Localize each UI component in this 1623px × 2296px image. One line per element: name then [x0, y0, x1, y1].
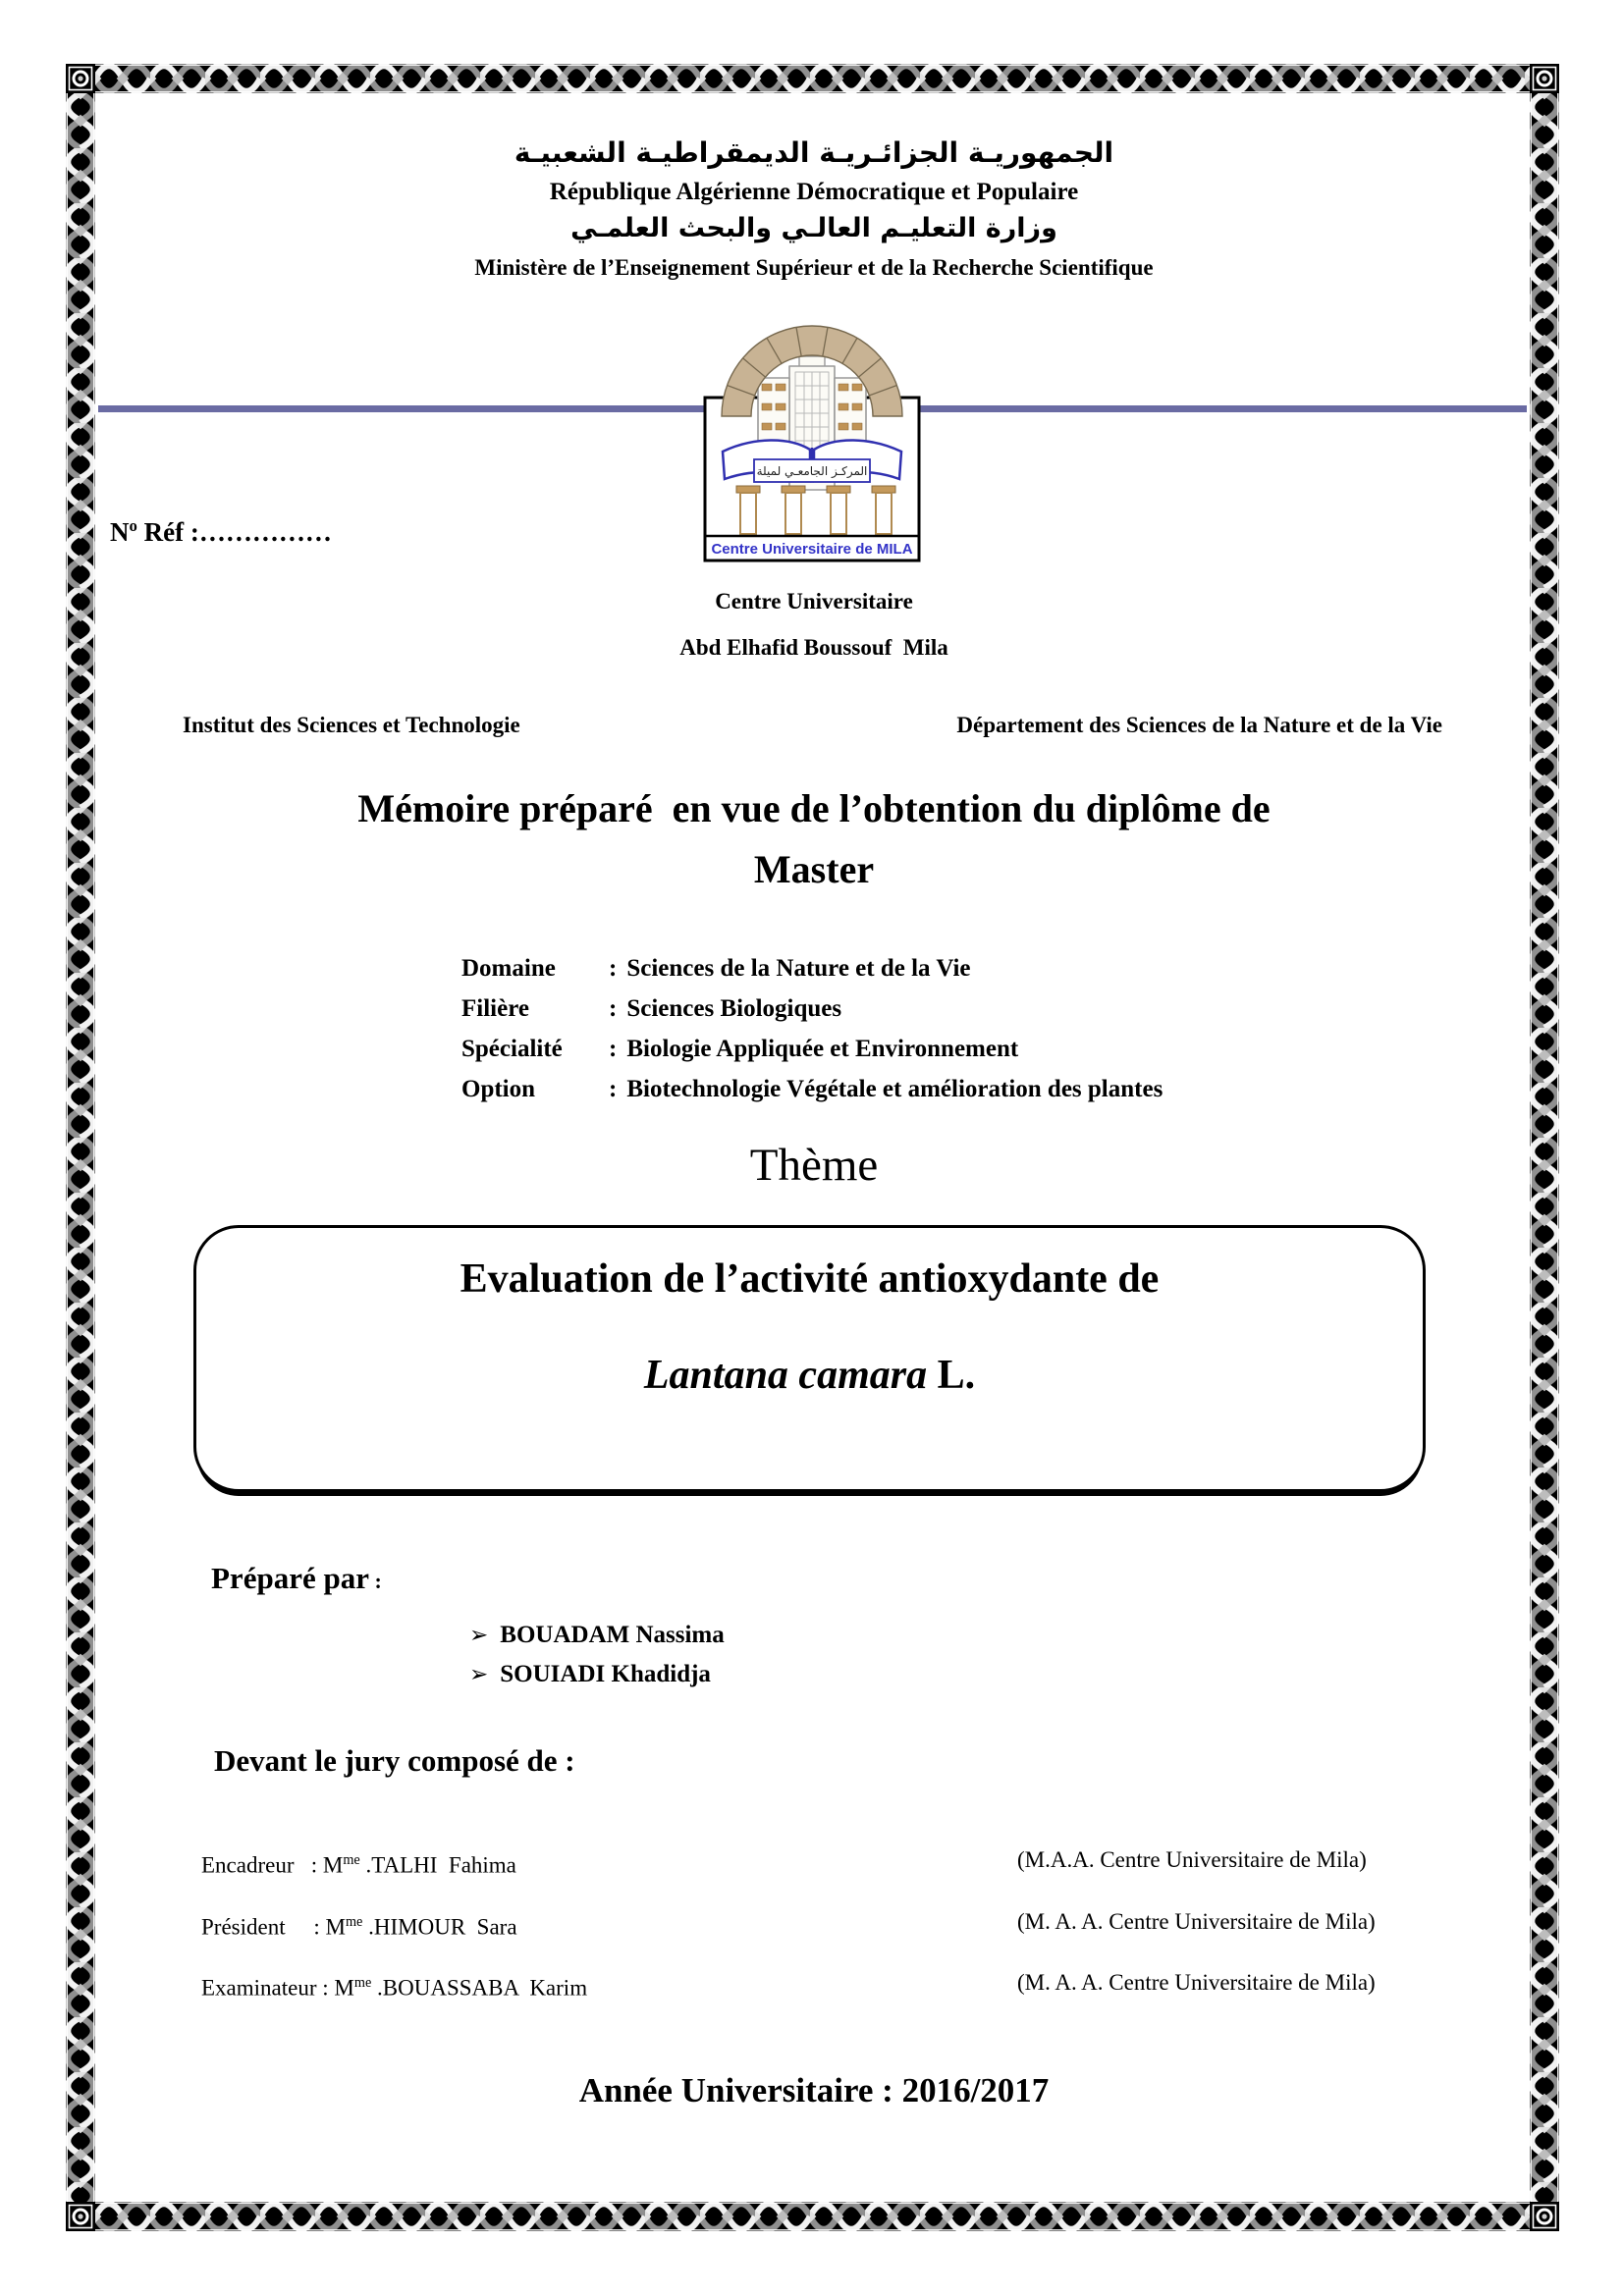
- program-row-domaine: [461, 948, 1163, 988]
- program-row-option: [461, 1069, 1163, 1109]
- university-logo: [703, 321, 921, 564]
- border-corner-top-left: [66, 64, 95, 93]
- border-top: [95, 64, 1530, 93]
- jury-member: [201, 1907, 517, 1943]
- memoire-title-line1: Mémoire préparé en vue de l’obtention du diplôme de: [357, 786, 1271, 830]
- program-value: Biotechnologie Végétale et amélioration des plantes: [626, 1076, 1163, 1102]
- prepared-by-label: Préparé par: [211, 1561, 369, 1595]
- arabic-republic-title: الجمهوريـة الجزائـريـة الديمقراطيـة الشعبيـة: [514, 136, 1114, 169]
- ref-n: N: [110, 517, 130, 547]
- student-name: BOUADAM Nassima: [500, 1622, 725, 1648]
- border-bottom: [95, 2202, 1530, 2231]
- border-corner-bottom-left: [66, 2202, 95, 2231]
- jury-row-president: [201, 1907, 1513, 1943]
- program-details: [461, 948, 1163, 1109]
- jury-role: Encadreur : M: [201, 1852, 344, 1878]
- jury-table: [201, 1845, 1513, 2030]
- thesis-title-line2: [196, 1352, 1423, 1399]
- student-name: SOUIADI Khadidja: [500, 1661, 711, 1687]
- program-label: Domaine: [461, 955, 556, 982]
- jury-role: Examinateur : M: [201, 1975, 354, 2001]
- memoire-title: [88, 778, 1540, 900]
- theme-heading: Thème: [749, 1140, 879, 1191]
- french-republic-title: République Algérienne Démocratique et Populaire: [549, 179, 1079, 205]
- jury-title-sup: me: [343, 1852, 360, 1868]
- theme-title-box: [193, 1225, 1426, 1492]
- institute-name: Institut des Sciences et Technologie: [183, 713, 520, 737]
- academic-year: Année Universitaire : 2016/2017: [578, 2071, 1050, 2109]
- jury-affiliation: (M. A. A. Centre Universitaire de Mila): [1017, 1908, 1376, 1934]
- program-label: Spécialité: [461, 1036, 563, 1062]
- logo-caption: Centre Universitaire de MILA: [711, 541, 913, 558]
- student-item: [469, 1616, 725, 1655]
- program-value: Sciences Biologiques: [626, 995, 842, 1022]
- jury-name: .TALHI Fahima: [359, 1852, 516, 1878]
- ref-sup: o: [129, 516, 137, 535]
- border-right: [1530, 93, 1559, 2202]
- jury-title-sup: me: [345, 1913, 363, 1930]
- arabic-ministry-title: وزارة التعليـم العالـي والبحث العلمـي: [570, 213, 1057, 244]
- arrow-bullet-icon: ➢: [469, 1662, 489, 1687]
- jury-member: [201, 1968, 587, 2003]
- program-colon: :: [609, 955, 618, 982]
- program-colon: :: [609, 1036, 618, 1062]
- program-value: Biologie Appliquée et Environnement: [626, 1036, 1019, 1062]
- program-value: Sciences de la Nature et de la Vie: [626, 955, 971, 982]
- university-name: [98, 589, 1530, 661]
- jury-affiliation: (M. A. A. Centre Universitaire de Mila): [1017, 1970, 1376, 1996]
- students-list: [469, 1616, 725, 1694]
- university-line1: Centre Universitaire: [715, 589, 913, 614]
- border-left: [66, 93, 95, 2202]
- thesis-title-line1: Evaluation de l’activité antioxydante de: [460, 1256, 1160, 1302]
- jury-role: Président : M: [201, 1914, 346, 1940]
- french-ministry-title: Ministère de l’Enseignement Supérieur et de la Recherche Scientifique: [474, 255, 1154, 280]
- border-corner-top-right: [1530, 64, 1559, 93]
- jury-row-examinateur: [201, 1968, 1513, 2003]
- jury-affiliation: (M.A.A. Centre Universitaire de Mila): [1017, 1847, 1367, 1872]
- jury-heading: Devant le jury composé de :: [214, 1743, 575, 1778]
- jury-member: [201, 1845, 516, 1881]
- department-name: Département des Sciences de la Nature et de la Vie: [956, 713, 1442, 737]
- program-row-filiere: [461, 988, 1163, 1029]
- program-label: Option: [461, 1076, 536, 1102]
- arrow-bullet-icon: ➢: [469, 1623, 489, 1648]
- university-line2: Abd Elhafid Boussouf Mila: [679, 635, 948, 660]
- jury-row-encadreur: [201, 1845, 1513, 1881]
- reference-number: [110, 516, 332, 548]
- program-colon: :: [609, 995, 618, 1022]
- student-item: [469, 1655, 725, 1694]
- jury-title-sup: me: [353, 1975, 372, 1992]
- ref-dots: Réf :……………: [136, 517, 332, 547]
- header: [98, 135, 1530, 283]
- jury-name: .BOUASSABA Karim: [371, 1975, 588, 2001]
- program-row-specialite: [461, 1029, 1163, 1069]
- prepared-by-heading: [211, 1561, 382, 1596]
- thesis-species-name: Lantana camara: [643, 1353, 928, 1398]
- program-colon: :: [609, 1076, 618, 1102]
- thesis-species-authority: L.: [927, 1353, 976, 1398]
- memoire-title-line2: Master: [753, 847, 875, 891]
- program-label: Filière: [461, 995, 529, 1022]
- institute-department-row: [183, 713, 1442, 738]
- prepared-by-colon: :: [368, 1569, 382, 1593]
- jury-name: .HIMOUR Sara: [362, 1914, 517, 1940]
- logo-book-label: المركـز الجامعـي لميلة: [756, 464, 868, 478]
- border-corner-bottom-right: [1530, 2202, 1559, 2231]
